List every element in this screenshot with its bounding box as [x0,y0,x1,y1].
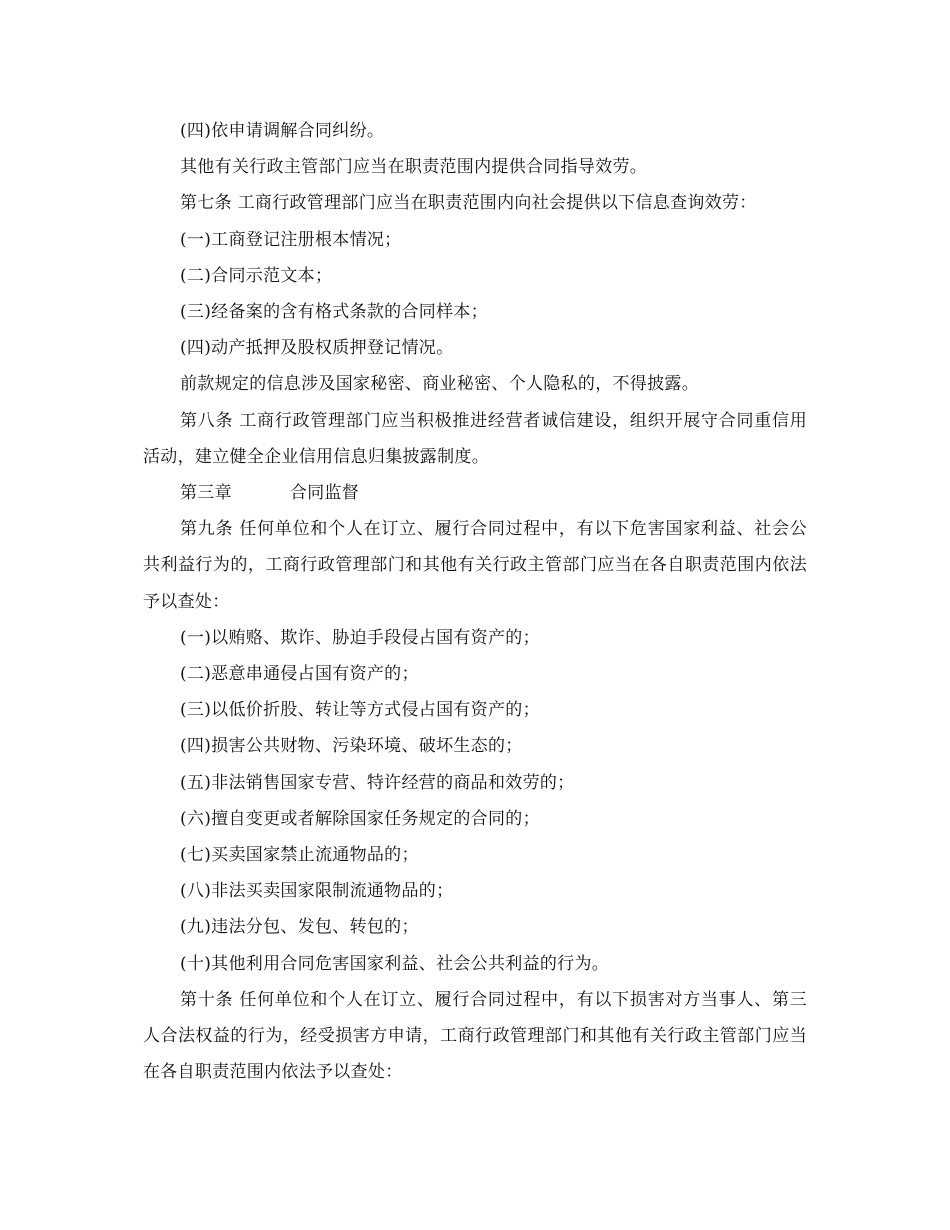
article-paragraph: 第十条 任何单位和个人在订立、履行合同过程中，有以下损害对方当事人、第三人合法权益的行为，经受损害方申请，工商行政管理部门和其他有关行政主管部门应当在各自职责范围内依法予以查处： [143,989,807,1083]
list-item: (二)合同示范文本； [180,265,333,286]
chapter-title: 合同监督 [289,483,360,504]
chapter-heading [143,475,807,511]
list-item: (四)动产抵押及股权质押登记情况。 [180,338,454,359]
list-item: (三)经备案的含有格式条款的合同样本； [180,302,488,323]
list-item: (四)损害公共财物、污染环境、破坏生态的； [180,736,523,757]
paragraph: (四)依申请调解合同纠纷。 [180,121,385,141]
chapter-number: 第三章 [180,483,232,504]
document-body [143,113,807,1090]
list-item: (七)买卖国家禁止流通物品的； [180,845,419,866]
list-item: (十)其他利用合同危害国家利益、社会公共利益的行为。 [180,953,610,974]
article-paragraph: 第九条 任何单位和个人在订立、履行合同过程中，有以下危害国家利益、社会公共利益行为的，工商行政管理部门和其他有关行政主管部门应当在各自职责范围内依法予以查处： [143,519,807,612]
article-paragraph: 第八条 工商行政管理部门应当积极推进经营者诚信建设，组织开展守合同重信用活动，建立健全企业信用信息归集披露制度。 [143,410,807,467]
list-item: (九)违法分包、发包、转包的； [180,917,419,938]
paragraph: 其他有关行政主管部门应当在职责范围内提供合同指导效劳。 [180,157,648,178]
list-item: (八)非法买卖国家限制流通物品的； [180,881,454,902]
paragraph: 前款规定的信息涉及国家秘密、商业秘密、个人隐私的，不得披露。 [180,374,699,395]
article-paragraph: 第七条 工商行政管理部门应当在职责范围内向社会提供以下信息查询效劳： [180,193,757,214]
list-item: (六)擅自变更或者解除国家任务规定的合同的； [180,808,540,829]
list-item: (二)恶意串通侵占国有资产的； [180,664,419,685]
list-item: (五)非法销售国家专营、特许经营的商品和效劳的； [180,772,575,793]
list-item: (一)以贿赂、欺诈、胁迫手段侵占国有资产的； [180,627,540,648]
list-item: (三)以低价折股、转让等方式侵占国有资产的； [180,700,540,721]
list-item: (一)工商登记注册根本情况； [180,229,402,250]
